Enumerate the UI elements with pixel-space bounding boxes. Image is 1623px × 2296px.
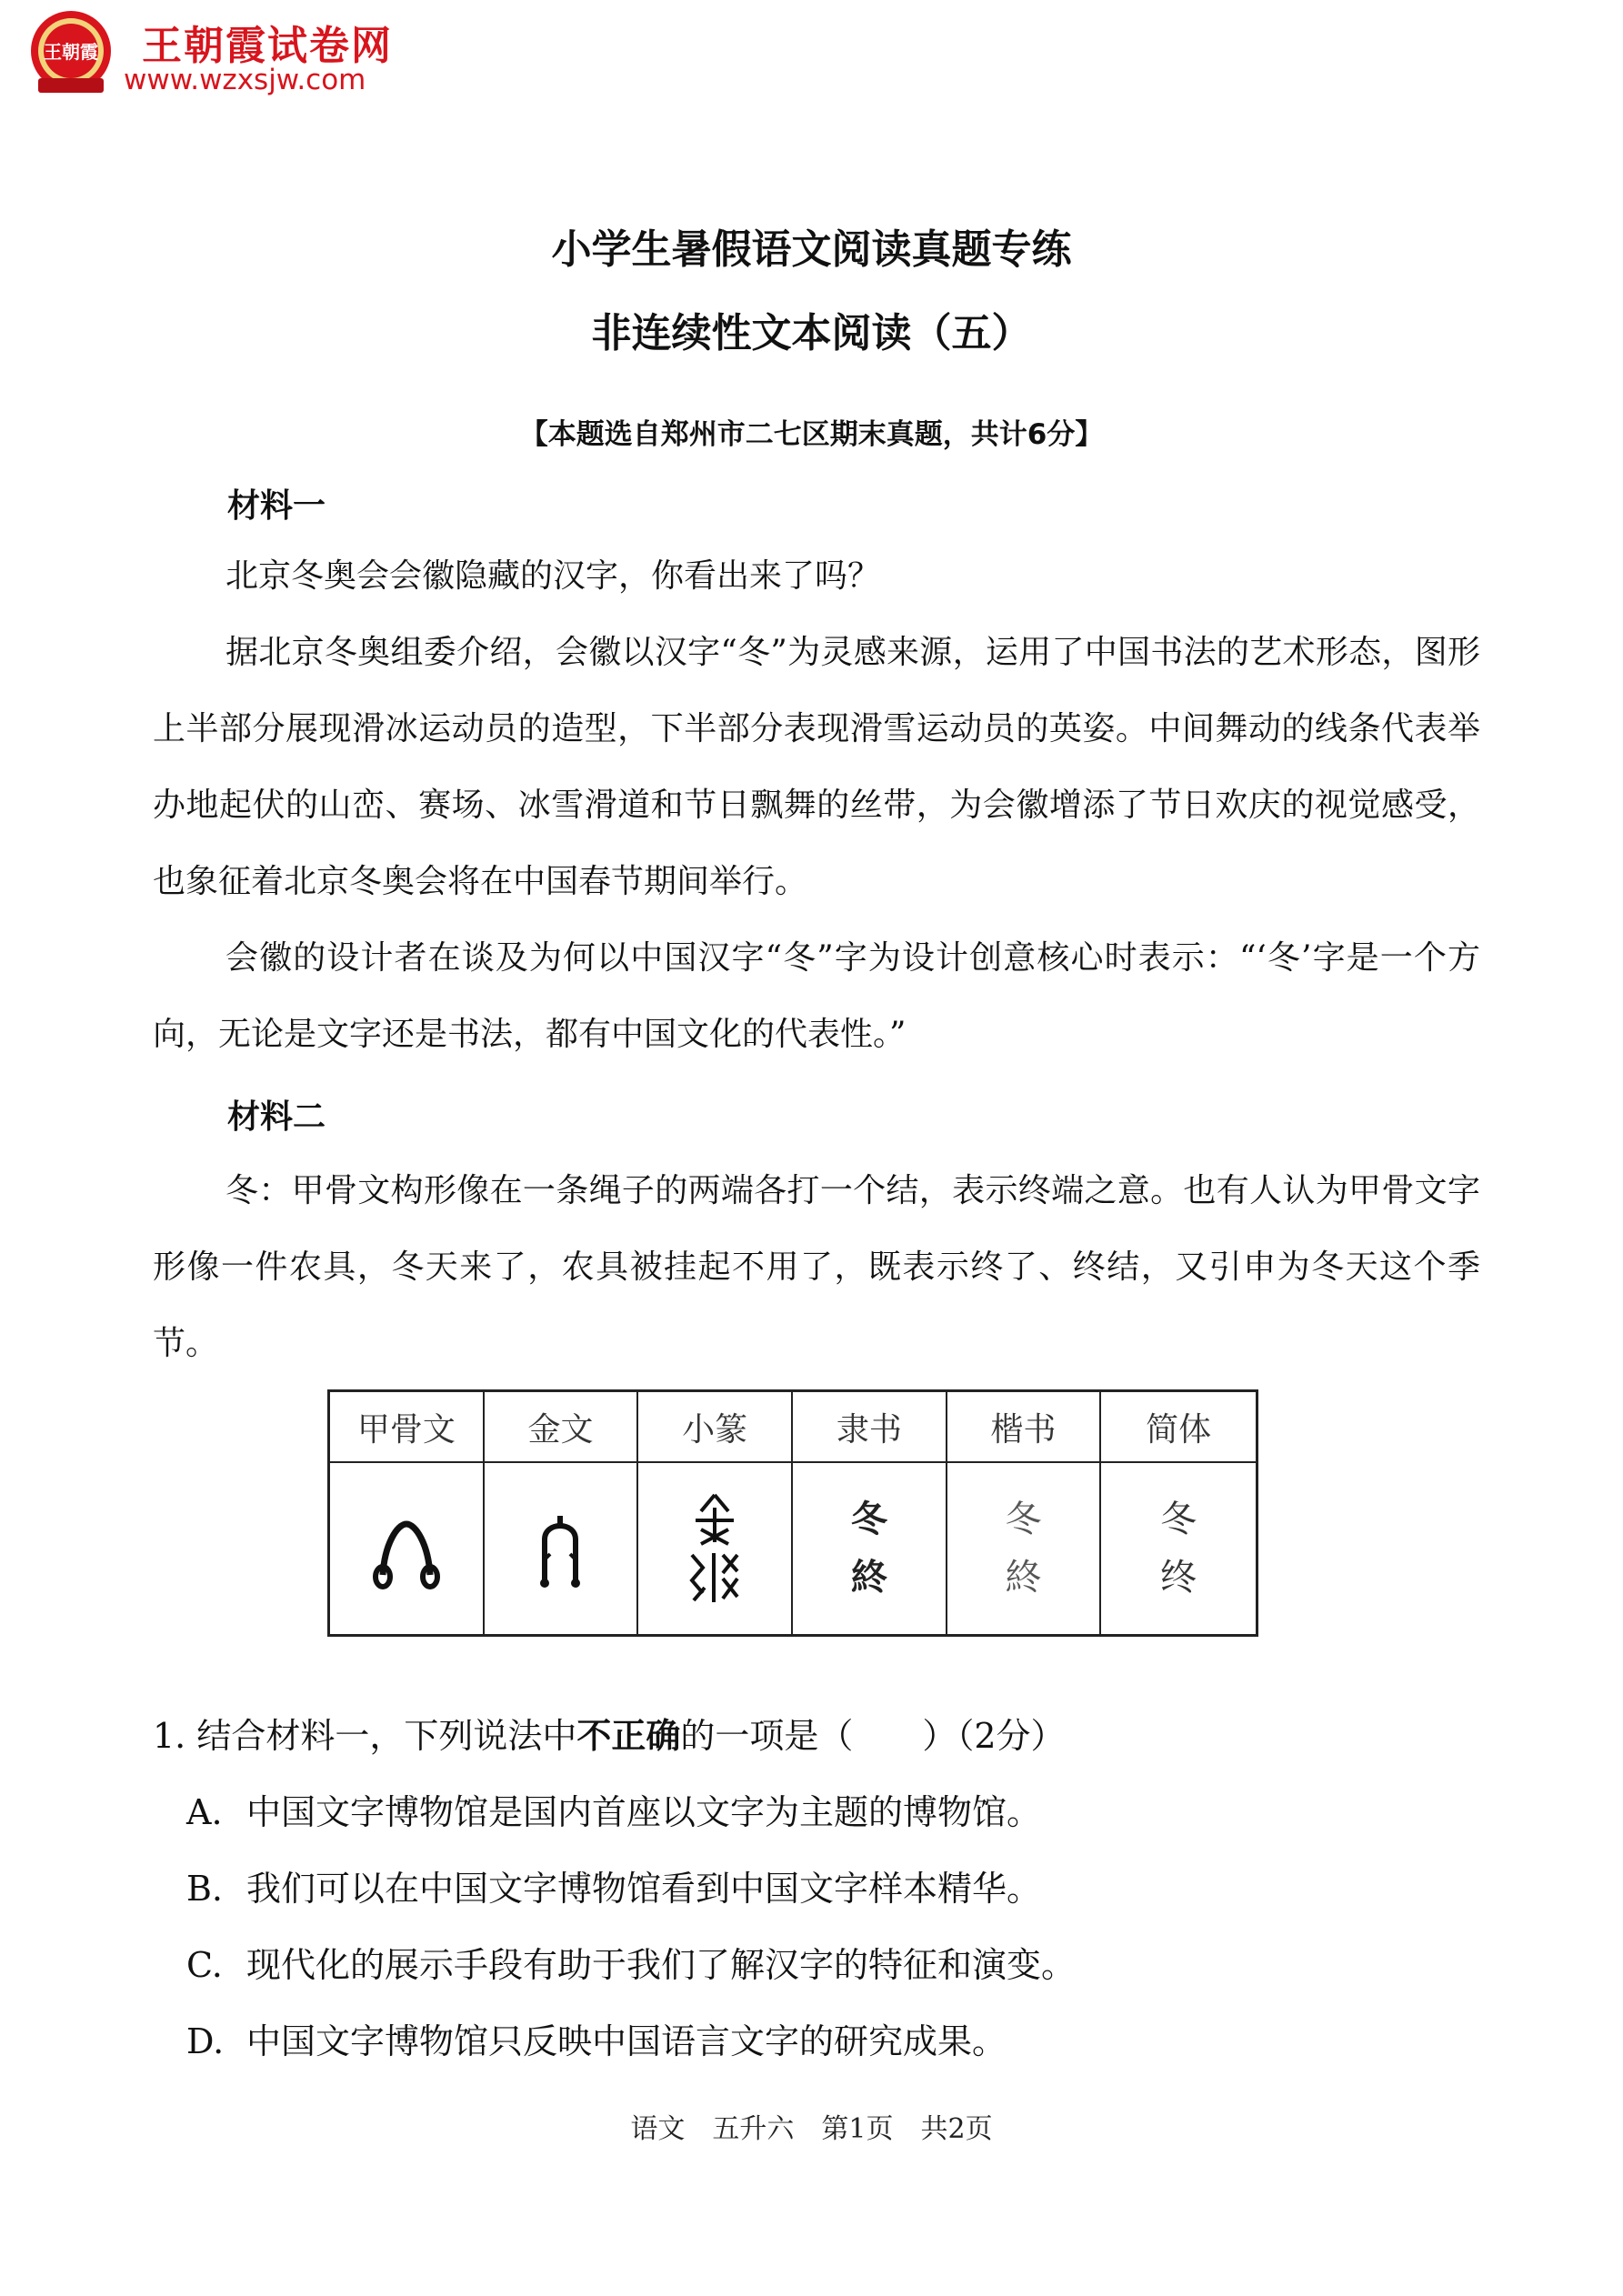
page-footer: 语文 五升六 第1页 共2页 [630, 2113, 993, 2145]
material2-paragraph: 冬：甲骨文构形像在一条绳子的两端各打一个结，表示终端之意。也有人认为甲骨文字形像一件农具，冬天来了，农具被挂起不用了，既表示终了、终结，又引申为冬天这个季节。 [153, 1172, 1480, 1362]
simplified-glyph-top: 冬 [1160, 1499, 1197, 1540]
regular-glyph-bottom: 終 [1005, 1557, 1042, 1599]
table-header-clerical: 隶书 [793, 1392, 947, 1463]
material2-heading: 材料二 [227, 1098, 326, 1136]
question-1-suffix: 的一项是（ ）（2分） [680, 1716, 1066, 1756]
table-header-bronze: 金文 [485, 1392, 639, 1463]
simplified-glyph-bottom: 终 [1160, 1557, 1197, 1599]
option-key: B. [186, 1869, 224, 1909]
option-d[interactable] [186, 2013, 1007, 2063]
simplified-glyph [1101, 1463, 1256, 1634]
seal-dong-glyph-icon [683, 1489, 746, 1608]
bronze-dong-glyph-icon [528, 1503, 592, 1594]
regular-glyph-top: 冬 [1005, 1499, 1042, 1540]
source-note: 【本题选自郑州市二七区期末真题，共计6分】 [519, 418, 1104, 451]
oracle-bone-glyph [330, 1463, 485, 1634]
option-text: 现代化的展示手段有助于我们了解汉字的特征和演变。 [246, 1945, 1077, 1985]
site-url[interactable]: www.wzxsjw.com [124, 64, 366, 96]
small-seal-glyph [638, 1463, 793, 1634]
character-evolution-table [327, 1389, 1258, 1637]
page-title: 小学生暑假语文阅读真题专练 [551, 226, 1072, 273]
option-text: 中国文字博物馆只反映中国语言文字的研究成果。 [246, 2021, 1007, 2061]
option-a[interactable] [186, 1784, 1041, 1834]
option-text: 中国文字博物馆是国内首座以文字为主题的博物馆。 [246, 1792, 1042, 1832]
logo-badge-icon [25, 7, 116, 98]
question-1 [153, 1708, 1066, 1758]
material1-paragraph: 据北京冬奥组委介绍，会徽以汉字“冬”为灵感来源，运用了中国书法的艺术形态，图形上半部分展现滑冰运动员的造型，下半部分表现滑雪运动员的英姿。中间舞动的线条代表举办地起伏的山峦、赛场、冰雪滑道和节日飘舞的丝带，为会徽增添了节日欢庆的视觉感受，也象征着北京冬奥会将在中国春节期间举行。 [153, 634, 1480, 900]
option-b[interactable] [186, 1860, 1041, 1910]
table-header-seal: 小篆 [638, 1392, 793, 1463]
site-logo[interactable] [25, 7, 407, 103]
option-key: A. [186, 1792, 223, 1832]
table-header-regular: 楷书 [947, 1392, 1102, 1463]
option-key: C. [186, 1945, 223, 1985]
material1-paragraph: 会徽的设计者在谈及为何以中国汉字“冬”字为设计创意核心时表示：“‘冬’字是一个方向，无论是文字还是书法，都有中国文化的代表性。” [153, 939, 1480, 1053]
material1-heading: 材料一 [227, 487, 326, 525]
bronze-glyph [485, 1463, 639, 1634]
option-c[interactable] [186, 1937, 1076, 1987]
table-header-oracle: 甲骨文 [330, 1392, 485, 1463]
clerical-glyph-bottom: 終 [850, 1557, 887, 1599]
site-name: 王朝霞试卷网 [142, 23, 393, 69]
question-1-prefix: 1. 结合材料一，下列说法中 [153, 1716, 577, 1756]
regular-glyph [947, 1463, 1102, 1634]
question-1-emphasis: 不正确 [576, 1715, 681, 1756]
clerical-glyph-top: 冬 [850, 1499, 887, 1540]
option-key: D. [186, 2021, 225, 2061]
oracle-dong-glyph-icon [370, 1508, 443, 1589]
page-subtitle: 非连续性文本阅读（五） [591, 310, 1032, 356]
table-header-simplified: 简体 [1101, 1392, 1256, 1463]
clerical-glyph [793, 1463, 947, 1634]
svg-text:王朝霞: 王朝霞 [44, 41, 98, 63]
option-text: 我们可以在中国文字博物馆看到中国文字样本精华。 [246, 1869, 1042, 1909]
material1-paragraph: 北京冬奥会会徽隐藏的汉字，你看出来了吗？ [225, 557, 881, 595]
